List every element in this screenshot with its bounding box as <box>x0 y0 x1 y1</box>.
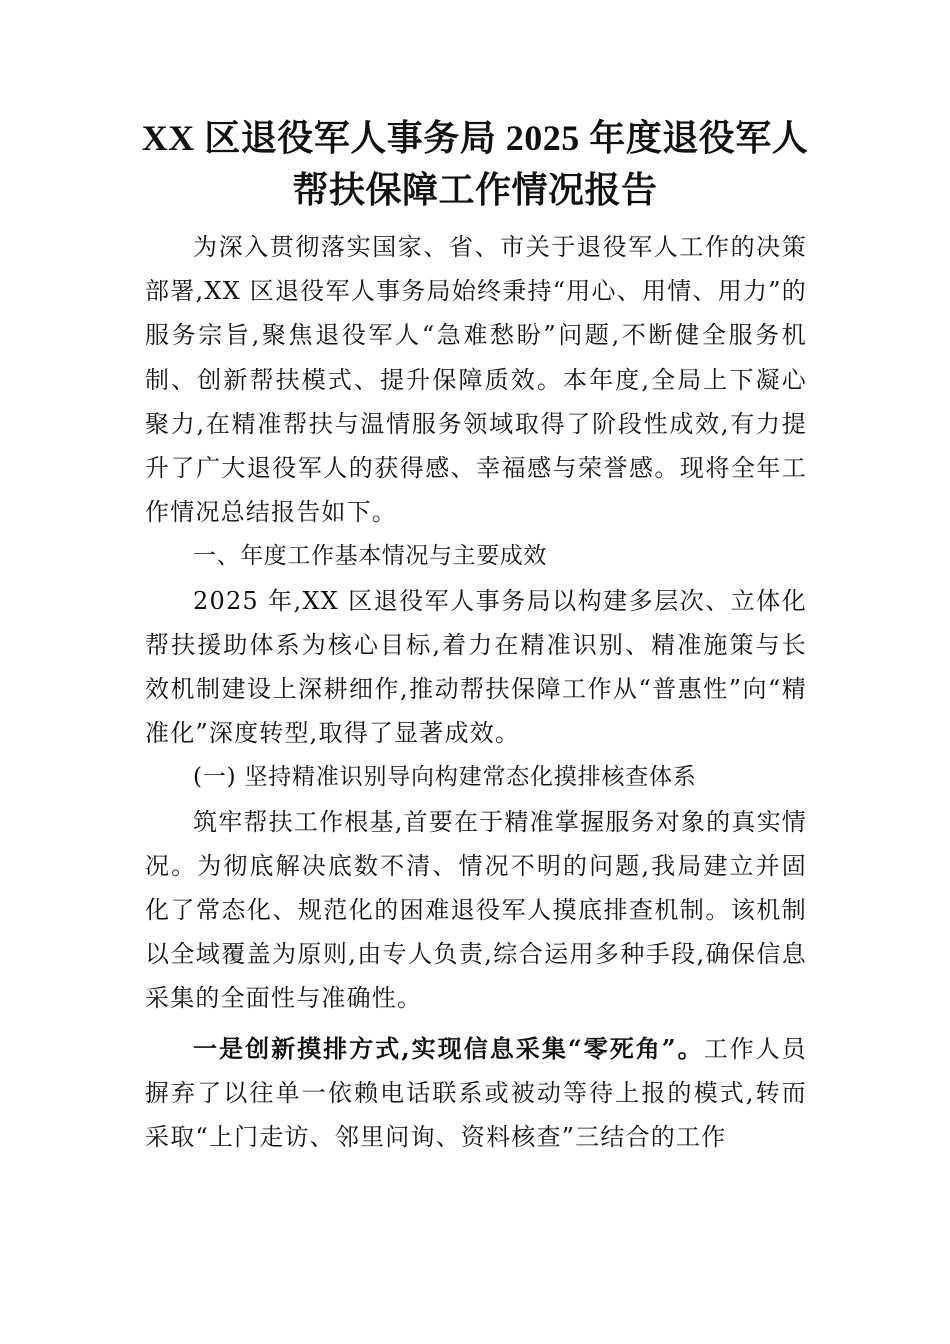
document-body <box>145 225 807 1159</box>
subsection-heading-1: (一) 坚持精准识别导向构建常态化摸排核查体系 <box>193 764 697 791</box>
point-1-lead: 一是创新摸排方式,实现信息采集“零死角”。 <box>193 1033 704 1063</box>
title-line-1: XX 区退役军人事务局 2025 年度退役军人 <box>141 118 809 158</box>
document-title <box>120 112 830 216</box>
point-1-text: 工作人员摒弃了以往单一依赖电话联系或被动等待上报的模式,转而采取“上门走访、邻里问询、资料核查”三结合的工作 <box>145 1034 807 1152</box>
section-heading-1: 一、年度工作基本情况与主要成效 <box>193 543 547 570</box>
point-1-paragraph <box>145 1027 807 1160</box>
title-line-2: 帮扶保障工作情况报告 <box>292 170 658 210</box>
intro-paragraph: 为深入贯彻落实国家、省、市关于退役军人工作的决策部署,XX 区退役军人事务局始终秉持“用心、用情、用力”的服务宗旨,聚焦退役军人“急难愁盼”问题,不断健全服务机制、创新帮扶模式、提升保障质效。本年度,全局上下凝心聚力,在精准帮扶与温情服务领域取得了阶段性成效,有力提升了广大退役军人的获得感、幸福感与荣誉感。现将全年工作情况总结报告如下。 <box>145 233 807 527</box>
section-1-paragraph: 2025 年,XX 区退役军人事务局以构建多层次、立体化帮扶援助体系为核心目标,着力在精准识别、精准施策与长效机制建设上深耕细作,推动帮扶保障工作从“普惠性”向“精准化”深度转型,取得了显著成效。 <box>145 586 807 748</box>
subsection-1-paragraph: 筑牢帮扶工作根基,首要在于精准掌握服务对象的真实情况。为彻底解决底数不清、情况不明的问题,我局建立并固化了常态化、规范化的困难退役军人摸底排查机制。该机制以全域覆盖为原则,由专人负责,综合运用多种手段,确保信息采集的全面性与准确性。 <box>145 807 807 1013</box>
